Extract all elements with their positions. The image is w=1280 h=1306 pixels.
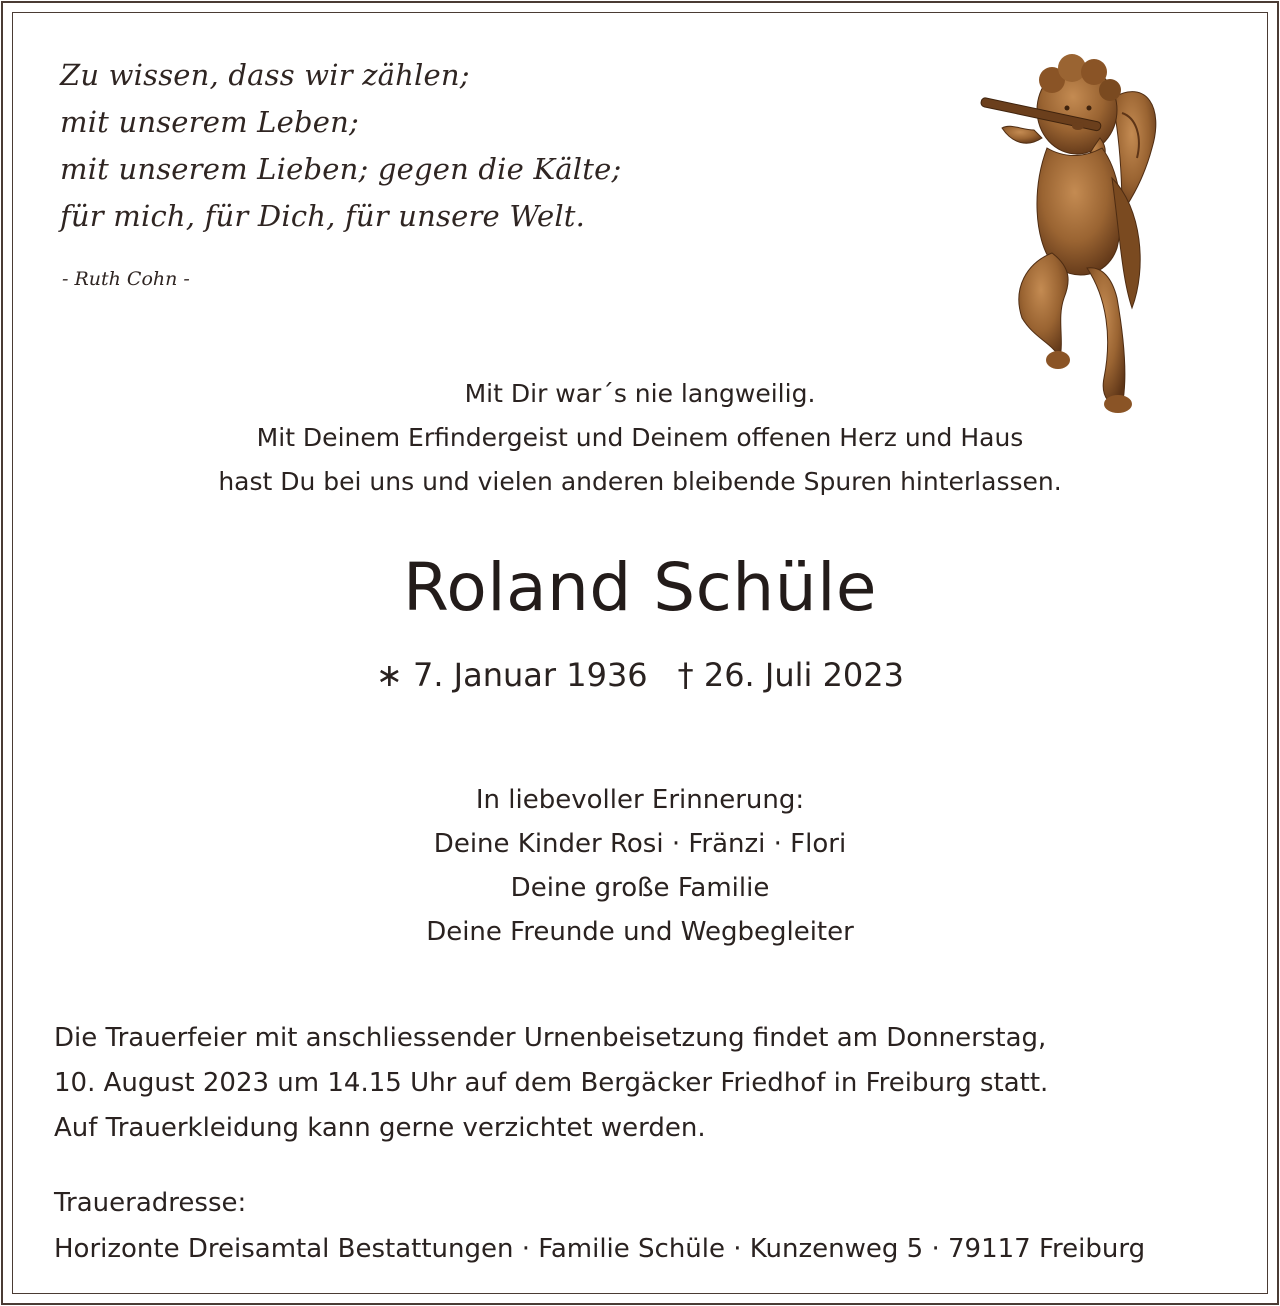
mourning-address [54,1180,1244,1272]
mourners [0,778,1280,954]
poem-line: Zu wissen, dass wir zählen; [60,58,470,92]
birth-date: ∗ 7. Januar 1936 [375,656,648,694]
mourners-line: Deine Freunde und Wegbegleiter [426,917,854,947]
poem-line: für mich, für Dich, für unsere Welt. [60,199,586,233]
poem-line: mit unserem Leben; [60,105,359,139]
deceased-name: Roland Schüle [402,549,878,626]
mourners-line: Deine Kinder Rosi · Fränzi · Flori [433,829,847,859]
ceremony-info [54,1016,1234,1151]
ceremony-line: 10. August 2023 um 14.15 Uhr auf dem Bergäcker Friedhof in Freiburg statt. [54,1068,1049,1098]
intro-line: Mit Deinem Erfindergeist und Deinem offenen Herz und Haus [256,423,1024,452]
intro-text [0,372,1280,504]
life-dates [0,650,1280,700]
ceremony-line: Die Trauerfeier mit anschliessender Urnenbeisetzung findet am Donnerstag, [54,1023,1047,1053]
mourners-line: In liebevoller Erinnerung: [475,785,805,815]
ceremony-line: Auf Trauerkleidung kann gerne verzichtet werden. [54,1113,706,1143]
address-label: Traueradresse: [54,1188,247,1218]
address-text: Horizonte Dreisamtal Bestattungen · Familie Schüle · Kunzenweg 5 · 79117 Freiburg [54,1234,1146,1264]
poem [60,52,680,240]
poem-line: mit unserem Lieben; gegen die Kälte; [60,152,622,186]
intro-line: Mit Dir war´s nie langweilig. [464,379,816,408]
mourners-line: Deine große Familie [510,873,770,903]
intro-line: hast Du bei uns und vielen anderen bleibende Spuren hinterlassen. [218,467,1062,496]
death-date: † 26. Juli 2023 [677,656,904,694]
angel-with-flute-icon [972,38,1168,418]
poem-author: - Ruth Cohn - [62,268,190,290]
